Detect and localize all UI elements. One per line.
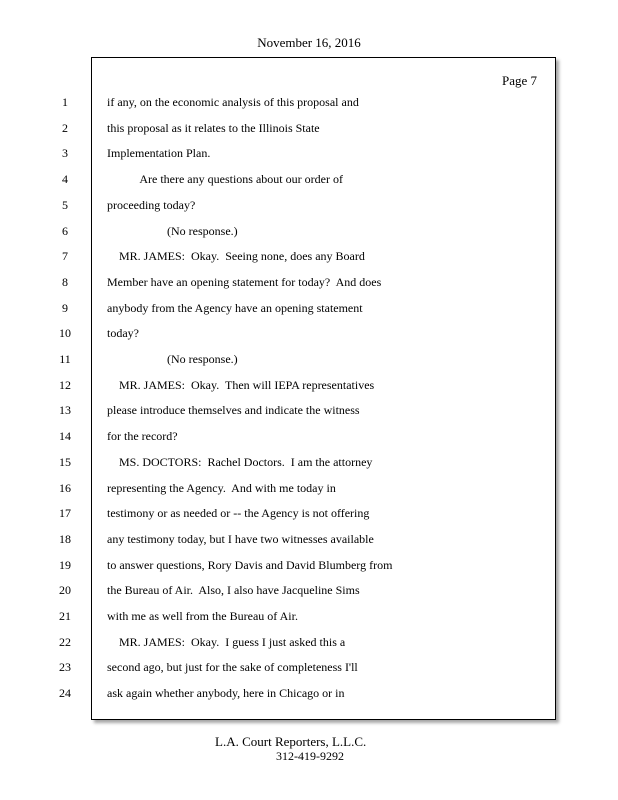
line-text: today? <box>107 326 139 340</box>
header-date: November 16, 2016 <box>257 35 361 50</box>
line-text: the Bureau of Air. Also, I also have Jacqueline Sims <box>107 583 360 597</box>
line-text: testimony or as needed or -- the Agency is not offering <box>107 506 370 520</box>
line-number: 19 <box>59 558 71 572</box>
line-text: for the record? <box>107 429 178 443</box>
line-number: 1 <box>62 95 68 109</box>
line-number: 13 <box>59 403 71 417</box>
line-number: 6 <box>62 224 68 238</box>
line-text: any testimony today, but I have two witnesses available <box>107 532 374 546</box>
line-number: 24 <box>59 686 71 700</box>
line-text: Are there any questions about our order of <box>107 172 343 186</box>
line-number: 15 <box>59 455 71 469</box>
line-text: MR. JAMES: Okay. I guess I just asked this a <box>107 635 346 649</box>
footer-company: L.A. Court Reporters, L.L.C. <box>215 734 367 749</box>
line-text: this proposal as it relates to the Illinois State <box>107 121 320 135</box>
line-text: representing the Agency. And with me today in <box>107 481 336 495</box>
line-number: 18 <box>59 532 71 546</box>
line-number: 10 <box>59 326 71 340</box>
line-number: 12 <box>59 378 71 392</box>
page-number: Page 7 <box>501 73 537 88</box>
line-text: please introduce themselves and indicate the witness <box>107 403 360 417</box>
line-number: 21 <box>59 609 71 623</box>
line-number: 9 <box>62 301 68 315</box>
line-text: second ago, but just for the sake of completeness I'll <box>107 660 358 674</box>
line-text: Member have an opening statement for today? And does <box>107 275 382 289</box>
line-number: 23 <box>59 660 71 674</box>
line-text: proceeding today? <box>107 198 196 212</box>
line-number: 7 <box>62 249 68 263</box>
line-text: with me as well from the Bureau of Air. <box>107 609 298 623</box>
line-text: if any, on the economic analysis of this proposal and <box>107 95 359 109</box>
line-number: 8 <box>62 275 68 289</box>
line-text: MR. JAMES: Okay. Then will IEPA representatives <box>107 378 375 392</box>
line-number: 16 <box>59 481 71 495</box>
line-number: 22 <box>59 635 71 649</box>
line-number: 5 <box>62 198 68 212</box>
footer-phone: 312-419-9292 <box>276 749 344 763</box>
line-text: to answer questions, Rory Davis and David Blumberg from <box>107 558 393 572</box>
line-number: 2 <box>62 121 68 135</box>
line-number: 4 <box>62 172 68 186</box>
line-number: 17 <box>59 506 71 520</box>
line-text: MS. DOCTORS: Rachel Doctors. I am the attorney <box>107 455 373 469</box>
line-text: (No response.) <box>107 224 238 238</box>
line-number: 20 <box>59 583 71 597</box>
line-text: MR. JAMES: Okay. Seeing none, does any Board <box>107 249 365 263</box>
line-number: 14 <box>59 429 71 443</box>
line-text: ask again whether anybody, here in Chicago or in <box>107 686 345 700</box>
line-text: anybody from the Agency have an opening statement <box>107 301 363 315</box>
line-number: 11 <box>59 352 71 366</box>
line-text: Implementation Plan. <box>107 146 211 160</box>
line-text: (No response.) <box>107 352 238 366</box>
line-number: 3 <box>62 146 68 160</box>
